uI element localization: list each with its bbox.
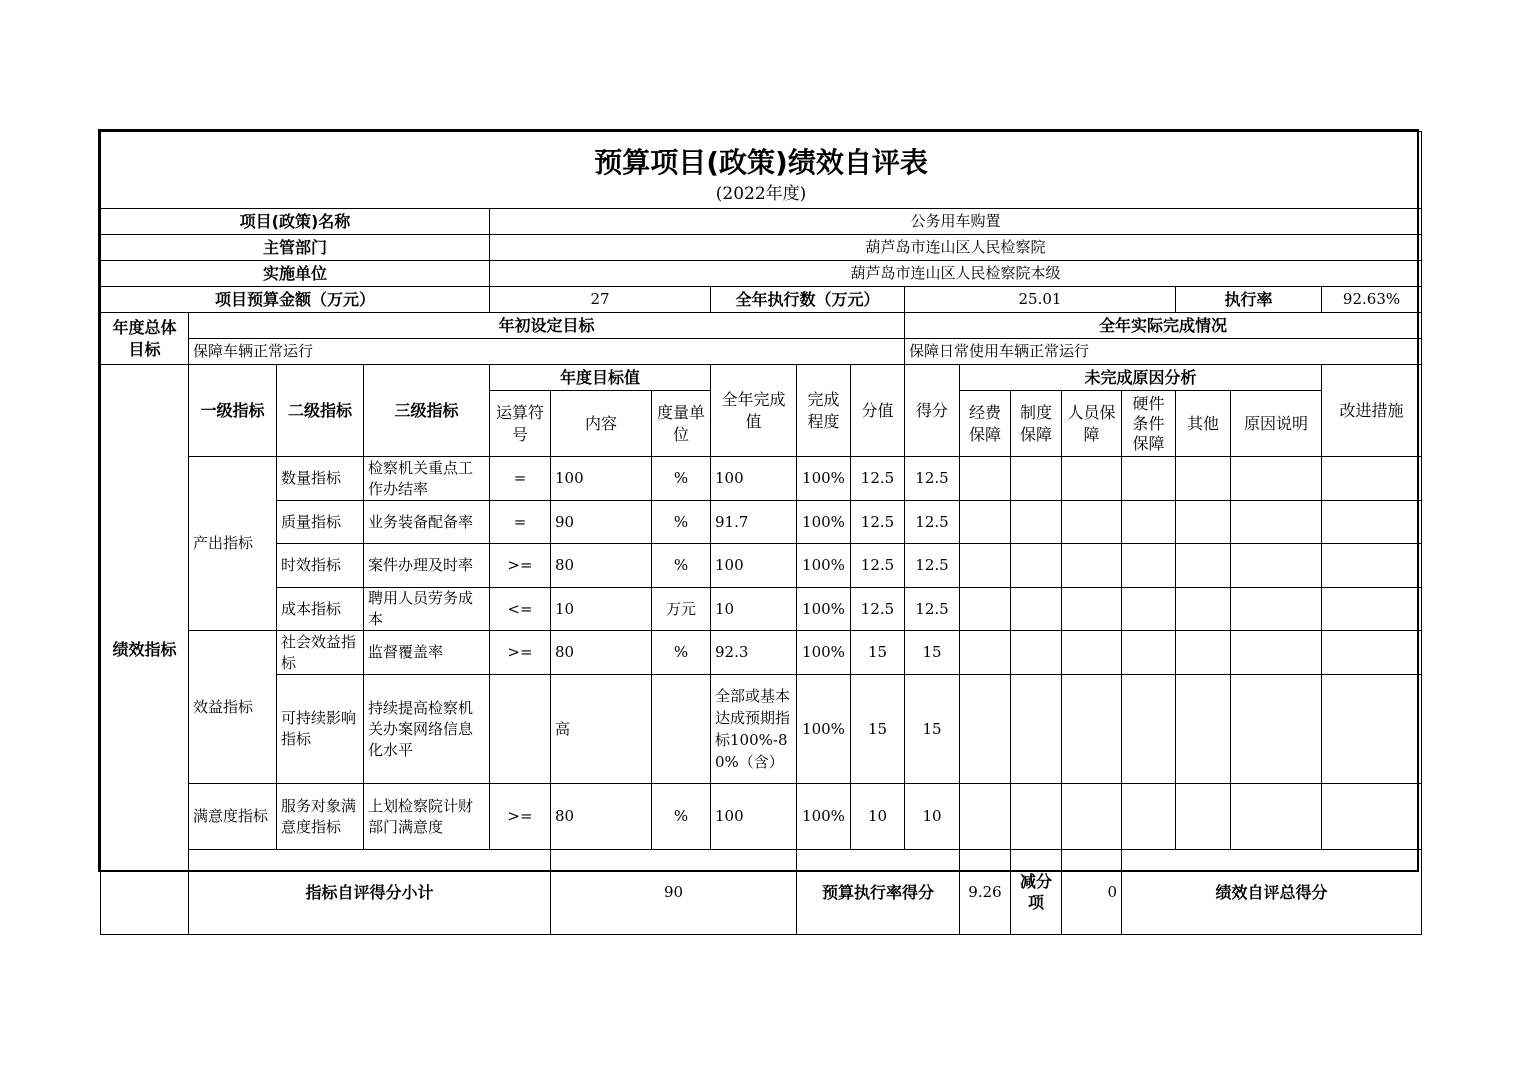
content-cell: 80 bbox=[551, 544, 652, 588]
empty-cell bbox=[1062, 457, 1122, 501]
empty-cell bbox=[1062, 675, 1122, 784]
level3-header: 三级指标 bbox=[364, 365, 490, 457]
level2-cell: 服务对象满意度指标 bbox=[277, 784, 364, 850]
got-cell: 12.5 bbox=[905, 588, 960, 631]
performance-evaluation-sheet bbox=[98, 129, 1419, 912]
subtotal-value: 90 bbox=[551, 850, 797, 935]
degree-cell: 100% bbox=[797, 501, 851, 544]
content-cell: 10 bbox=[551, 588, 652, 631]
empty-cell bbox=[1122, 784, 1176, 850]
execution-rate-value: 92.63% bbox=[1322, 287, 1422, 313]
empty-cell bbox=[1231, 631, 1322, 675]
unit-cell: % bbox=[652, 501, 711, 544]
budget-amount-label: 项目预算金额（万元） bbox=[101, 287, 490, 313]
table-row bbox=[101, 457, 1422, 501]
table-row bbox=[101, 675, 1422, 784]
actual-result-value: 保障日常使用车辆正常运行 bbox=[905, 339, 1422, 365]
table-row bbox=[101, 544, 1422, 588]
level3-cell: 案件办理及时率 bbox=[364, 544, 490, 588]
improvement-header: 改进措施 bbox=[1322, 365, 1422, 457]
operator-cell: >= bbox=[490, 784, 551, 850]
deduction-value: 0 bbox=[1062, 850, 1122, 935]
empty-cell bbox=[1011, 784, 1062, 850]
operator-cell: = bbox=[490, 457, 551, 501]
table-row bbox=[101, 588, 1422, 631]
empty-cell bbox=[1176, 457, 1231, 501]
score-cell: 15 bbox=[851, 631, 905, 675]
got-cell: 12.5 bbox=[905, 544, 960, 588]
annual-execution-value: 25.01 bbox=[905, 287, 1176, 313]
level2-cell: 成本指标 bbox=[277, 588, 364, 631]
initial-goal-header: 年初设定目标 bbox=[189, 313, 905, 339]
operator-cell: = bbox=[490, 501, 551, 544]
complete-cell: 10 bbox=[711, 588, 797, 631]
got-cell: 10 bbox=[905, 784, 960, 850]
empty-cell bbox=[1322, 544, 1422, 588]
page-subtitle: (2022年度) bbox=[715, 184, 807, 204]
empty-cell bbox=[1122, 631, 1176, 675]
empty-cell bbox=[1122, 457, 1176, 501]
empty-cell bbox=[1176, 631, 1231, 675]
level2-cell: 数量指标 bbox=[277, 457, 364, 501]
unit-cell: % bbox=[652, 544, 711, 588]
budget-score-value: 9.26 bbox=[960, 850, 1011, 935]
empty-cell bbox=[1176, 501, 1231, 544]
benefit-group: 效益指标 bbox=[189, 631, 277, 784]
empty-cell bbox=[1231, 675, 1322, 784]
empty-cell bbox=[1062, 501, 1122, 544]
operator-header: 运算符号 bbox=[490, 391, 551, 457]
implementing-unit-value: 葫芦岛市连山区人民检察院本级 bbox=[490, 261, 1422, 287]
department-value: 葫芦岛市连山区人民检察院 bbox=[490, 235, 1422, 261]
degree-cell: 100% bbox=[797, 675, 851, 784]
personnel-header: 人员保障 bbox=[1062, 391, 1122, 457]
empty-cell bbox=[1322, 675, 1422, 784]
empty-cell bbox=[1231, 784, 1322, 850]
unit-cell: % bbox=[652, 784, 711, 850]
level2-cell: 社会效益指标 bbox=[277, 631, 364, 675]
score-cell: 12.5 bbox=[851, 501, 905, 544]
table-row bbox=[101, 631, 1422, 675]
level2-cell: 可持续影响指标 bbox=[277, 675, 364, 784]
score-cell: 12.5 bbox=[851, 457, 905, 501]
department-label: 主管部门 bbox=[101, 235, 490, 261]
level1-header: 一级指标 bbox=[189, 365, 277, 457]
score-cell: 12.5 bbox=[851, 544, 905, 588]
empty-cell bbox=[1231, 544, 1322, 588]
got-cell: 12.5 bbox=[905, 501, 960, 544]
empty-cell bbox=[1231, 457, 1322, 501]
empty-cell bbox=[1122, 501, 1176, 544]
project-name-value: 公务用车购置 bbox=[490, 209, 1422, 235]
empty-cell bbox=[1322, 631, 1422, 675]
empty-cell bbox=[1231, 588, 1322, 631]
got-cell: 15 bbox=[905, 675, 960, 784]
empty-cell bbox=[1011, 675, 1062, 784]
empty-cell bbox=[960, 588, 1011, 631]
empty-cell bbox=[960, 784, 1011, 850]
subtotal-label: 指标自评得分小计 bbox=[189, 850, 551, 935]
operator-cell: >= bbox=[490, 631, 551, 675]
empty-cell bbox=[1011, 588, 1062, 631]
completion-degree-header: 完成程度 bbox=[797, 365, 851, 457]
content-cell: 高 bbox=[551, 675, 652, 784]
degree-cell: 100% bbox=[797, 588, 851, 631]
complete-cell: 全部或基本达成预期指标100%-80%（含） bbox=[711, 675, 797, 784]
empty-cell bbox=[1176, 675, 1231, 784]
content-cell: 80 bbox=[551, 631, 652, 675]
got-score-header: 得分 bbox=[905, 365, 960, 457]
funding-header: 经费保障 bbox=[960, 391, 1011, 457]
budget-amount-value: 27 bbox=[490, 287, 711, 313]
level3-cell: 上划检察院计财部门满意度 bbox=[364, 784, 490, 850]
content-header: 内容 bbox=[551, 391, 652, 457]
empty-cell bbox=[1011, 631, 1062, 675]
operator-cell: >= bbox=[490, 544, 551, 588]
empty-cell bbox=[1062, 784, 1122, 850]
got-cell: 15 bbox=[905, 631, 960, 675]
other-header: 其他 bbox=[1176, 391, 1231, 457]
degree-cell: 100% bbox=[797, 544, 851, 588]
system-header: 制度保障 bbox=[1011, 391, 1062, 457]
total-score-label: 绩效自评总得分 bbox=[1122, 850, 1422, 935]
satisfaction-group: 满意度指标 bbox=[189, 784, 277, 850]
budget-score-label: 预算执行率得分 bbox=[797, 850, 960, 935]
complete-value-header: 全年完成值 bbox=[711, 365, 797, 457]
annual-goal-label: 年度总体目标 bbox=[101, 313, 189, 365]
evaluation-table bbox=[100, 131, 1422, 935]
content-cell: 100 bbox=[551, 457, 652, 501]
level3-cell: 检察机关重点工作办结率 bbox=[364, 457, 490, 501]
project-name-label: 项目(政策)名称 bbox=[101, 209, 490, 235]
complete-cell: 92.3 bbox=[711, 631, 797, 675]
empty-cell bbox=[1062, 588, 1122, 631]
level3-cell: 监督覆盖率 bbox=[364, 631, 490, 675]
level2-cell: 质量指标 bbox=[277, 501, 364, 544]
score-cell: 15 bbox=[851, 675, 905, 784]
empty-cell bbox=[1011, 544, 1062, 588]
deduction-label: 减分项 bbox=[1011, 850, 1062, 935]
level2-header: 二级指标 bbox=[277, 365, 364, 457]
level2-cell: 时效指标 bbox=[277, 544, 364, 588]
got-cell: 12.5 bbox=[905, 457, 960, 501]
unit-cell: % bbox=[652, 457, 711, 501]
hardware-header: 硬件条件保障 bbox=[1122, 391, 1176, 457]
score-header: 分值 bbox=[851, 365, 905, 457]
title-block bbox=[101, 132, 1422, 209]
complete-cell: 91.7 bbox=[711, 501, 797, 544]
empty-cell bbox=[1011, 501, 1062, 544]
table-row bbox=[101, 501, 1422, 544]
degree-cell: 100% bbox=[797, 784, 851, 850]
annual-target-header: 年度目标值 bbox=[490, 365, 711, 391]
actual-result-header: 全年实际完成情况 bbox=[905, 313, 1422, 339]
empty-cell bbox=[1062, 631, 1122, 675]
initial-goal-value: 保障车辆正常运行 bbox=[189, 339, 905, 365]
empty-cell bbox=[1062, 544, 1122, 588]
empty-cell bbox=[1176, 784, 1231, 850]
empty-cell bbox=[1011, 457, 1062, 501]
empty-cell bbox=[960, 675, 1011, 784]
unit-header: 度量单位 bbox=[652, 391, 711, 457]
content-cell: 80 bbox=[551, 784, 652, 850]
empty-cell bbox=[1322, 784, 1422, 850]
level3-cell: 聘用人员劳务成本 bbox=[364, 588, 490, 631]
complete-cell: 100 bbox=[711, 544, 797, 588]
score-cell: 12.5 bbox=[851, 588, 905, 631]
unit-cell bbox=[652, 675, 711, 784]
level3-cell: 持续提高检察机关办案网络信息化水平 bbox=[364, 675, 490, 784]
output-group: 产出指标 bbox=[189, 457, 277, 631]
empty-cell bbox=[1122, 544, 1176, 588]
reason-analysis-header: 未完成原因分析 bbox=[960, 365, 1322, 391]
unit-cell: % bbox=[652, 631, 711, 675]
empty-cell bbox=[1176, 588, 1231, 631]
level3-cell: 业务装备配备率 bbox=[364, 501, 490, 544]
reason-desc-header: 原因说明 bbox=[1231, 391, 1322, 457]
table-row bbox=[101, 784, 1422, 850]
empty-cell bbox=[960, 501, 1011, 544]
degree-cell: 100% bbox=[797, 457, 851, 501]
degree-cell: 100% bbox=[797, 631, 851, 675]
empty-cell bbox=[1322, 588, 1422, 631]
operator-cell bbox=[490, 675, 551, 784]
empty-cell bbox=[1231, 501, 1322, 544]
complete-cell: 100 bbox=[711, 457, 797, 501]
empty-cell bbox=[960, 631, 1011, 675]
empty-cell bbox=[1322, 501, 1422, 544]
execution-rate-label: 执行率 bbox=[1176, 287, 1322, 313]
empty-cell bbox=[1176, 544, 1231, 588]
empty-cell bbox=[960, 457, 1011, 501]
score-cell: 10 bbox=[851, 784, 905, 850]
empty-cell bbox=[960, 544, 1011, 588]
page-title: 预算项目(政策)绩效自评表 bbox=[594, 146, 928, 179]
annual-execution-label: 全年执行数（万元） bbox=[711, 287, 905, 313]
complete-cell: 100 bbox=[711, 784, 797, 850]
empty-cell bbox=[1322, 457, 1422, 501]
content-cell: 90 bbox=[551, 501, 652, 544]
empty-cell bbox=[1122, 588, 1176, 631]
operator-cell: <= bbox=[490, 588, 551, 631]
unit-cell: 万元 bbox=[652, 588, 711, 631]
implementing-unit-label: 实施单位 bbox=[101, 261, 490, 287]
empty-cell bbox=[1122, 675, 1176, 784]
performance-indicator-label: 绩效指标 bbox=[101, 365, 189, 935]
